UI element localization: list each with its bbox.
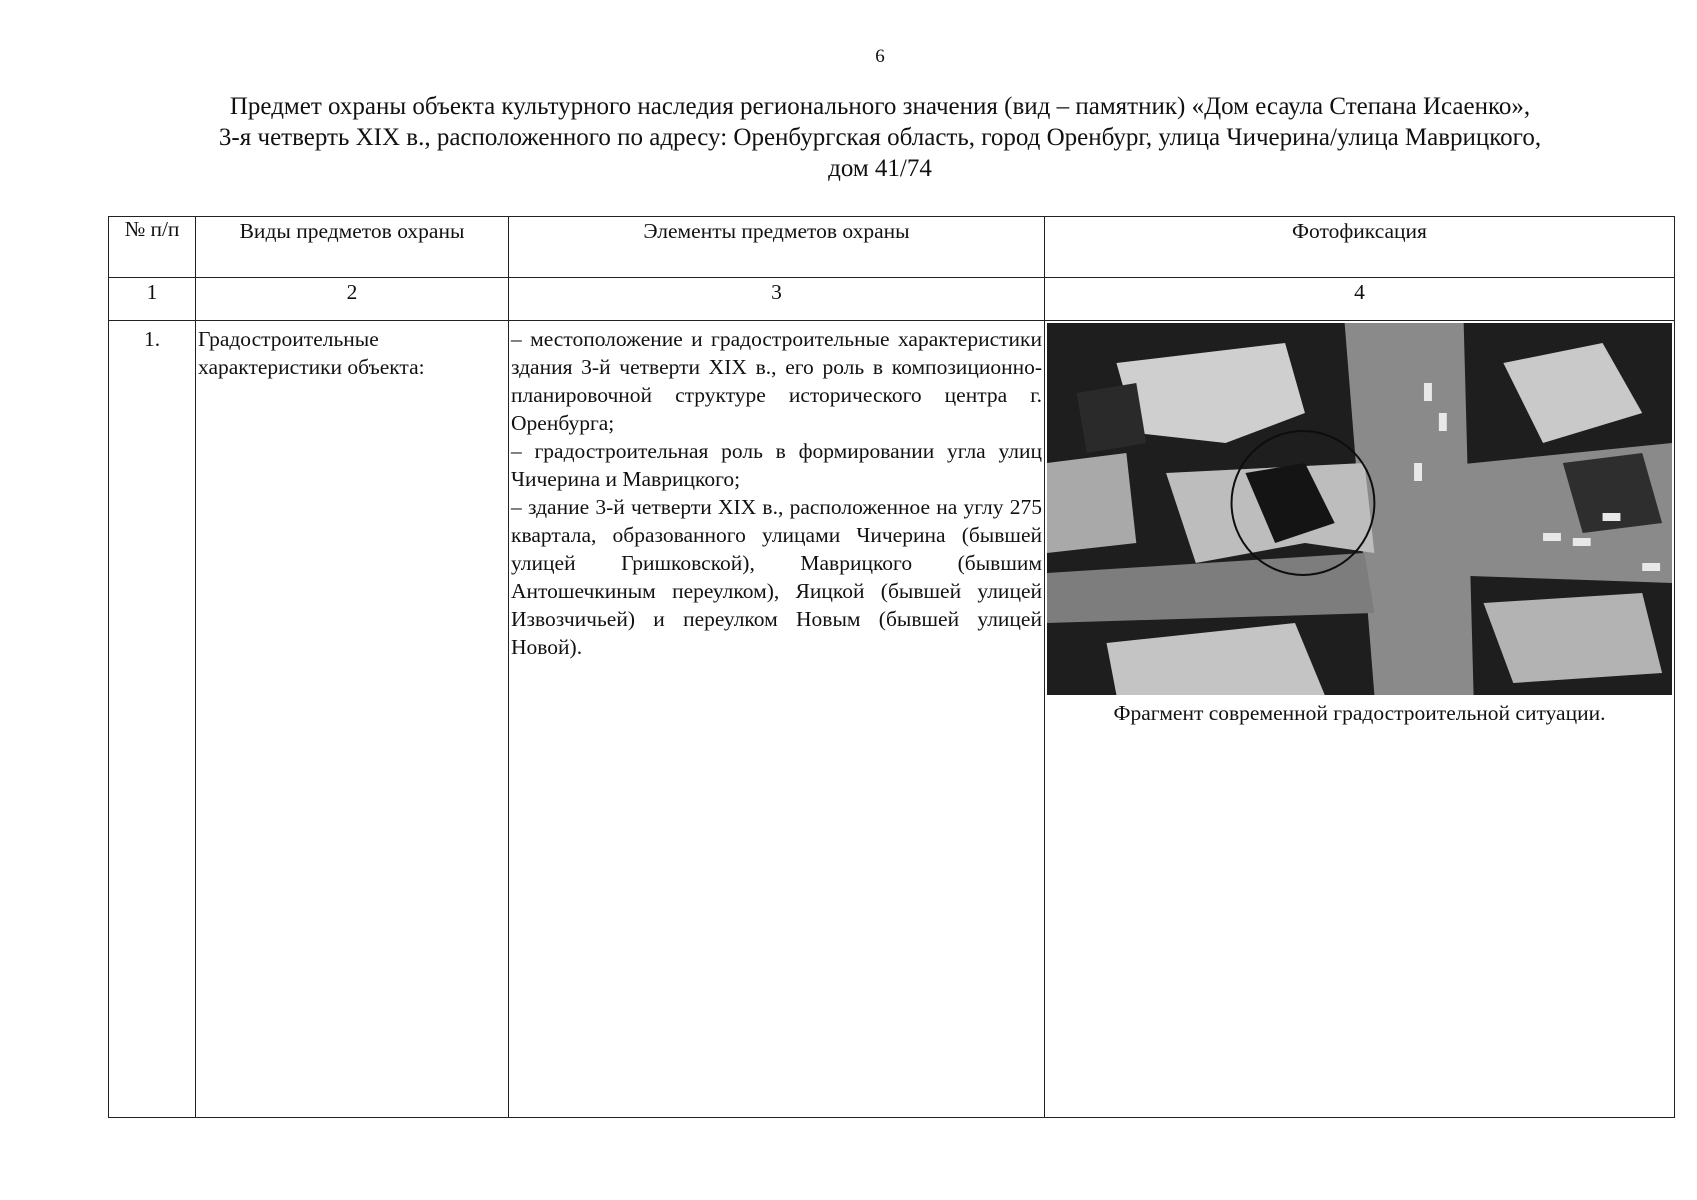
column-number-1: 1 xyxy=(109,278,196,321)
column-number-row xyxy=(109,278,1675,321)
photo-caption: Фрагмент современной градостроительной ситуации. xyxy=(1113,701,1606,725)
protection-subject-table xyxy=(108,216,1675,1118)
row-kind: Градостроительные характеристики объекта: xyxy=(196,321,509,1118)
header-photo: Фотофиксация xyxy=(1045,217,1675,278)
page-number: 6 xyxy=(875,46,885,67)
element-item: – местоположение и градостроительные характеристики здания 3-й четверти XIX в., его роль в композиционно-планировочной структуре исторического центра г. Оренбурга; xyxy=(511,327,1042,435)
document-title xyxy=(100,91,1660,184)
element-item: – градостроительная роль в формировании угла улиц Чичерина и Маврицкого; xyxy=(511,439,1042,491)
header-number: № п/п xyxy=(109,217,196,278)
column-number-4: 4 xyxy=(1045,278,1675,321)
title-line-3: дом 41/74 xyxy=(828,155,932,182)
column-number-3: 3 xyxy=(509,278,1045,321)
table-row xyxy=(109,321,1675,1118)
aerial-photo-image xyxy=(1047,323,1672,695)
header-elements: Элементы предметов охраны xyxy=(509,217,1045,278)
title-line-1: Предмет охраны объекта культурного наследия регионального значения (вид – памятник) «Дом есаула Степана Исаенко», xyxy=(229,93,1531,120)
header-kind: Виды предметов охраны xyxy=(196,217,509,278)
element-item: – здание 3-й четверти XIX в., расположенное на углу 275 квартала, образованного улицами Чичерина (бывшей улицей Гришковской), Маврицкого (бывшим Антошечкиным переулком), Яицкой (бывшей улицей Извозчичьей) и переулком Новым (бывшей улицей Новой). xyxy=(511,495,1042,659)
column-number-2: 2 xyxy=(196,278,509,321)
row-elements xyxy=(509,321,1045,1118)
table-header-row xyxy=(109,217,1675,278)
row-photo xyxy=(1045,321,1675,1118)
aerial-photo xyxy=(1047,323,1672,695)
row-number: 1. xyxy=(109,321,196,1118)
title-line-2: 3-я четверть XIX в., расположенного по адресу: Оренбургская область, город Оренбург, улица Чичерина/улица Маврицкого, xyxy=(218,124,1542,151)
